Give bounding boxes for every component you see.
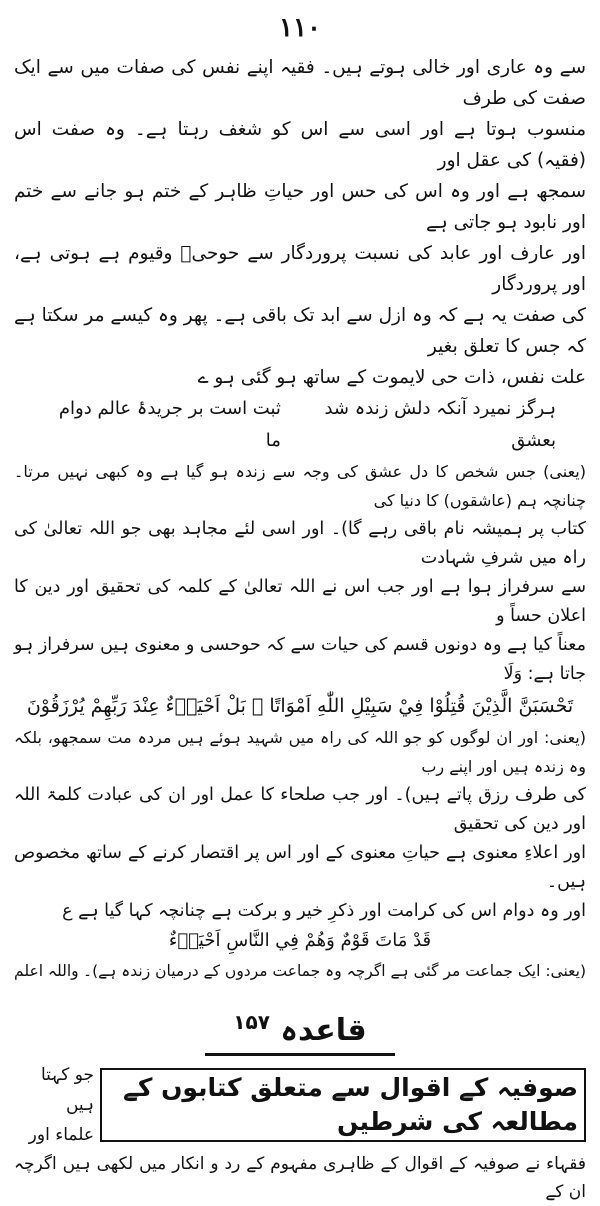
rule-underline [205,1053,395,1056]
text-line: (یعنی) جس شخص کا دل عشق کی وجہ سے زندہ ہو گیا ہے وہ کبھی نہیں مرتا۔ چنانچہ ہم (عاشقوں) کا دنیا کی [14,462,586,510]
verse-hemistich-right: ہرگز نمیرد آنکہ دلش زندہ شد بعشق [324,398,556,451]
text-line: اور عارف اور عابد کی نسبت پروردگار سے حوحیؔ وقیوم ہے ہوتی ہے، اور پروردگار [14,243,586,295]
text-line: اور وہ دوام اس کی کرامت اور ذکرِ خیر و برکت ہے چنانچہ کہا گیا ہے ع [62,901,586,921]
rule-number: ۱۵۷ [233,1010,270,1034]
text-line: سے سرفراز ہوا ہے اور جب اس نے اللہ تعالیٰ کے کلمہ کی تحقیق اور دین کا اعلان حساً و [14,577,586,626]
arabic-line: قَدْ مَاتَ قَوْمٌ وَهُمْ فِي النَّاسِ اَحْيَاۗءٌ [168,930,432,951]
persian-verse [14,393,586,457]
text-line: اور اعلاءِ معنوی ہے حیاتِ معنوی کے اور اس پر اقتصار کرنے کے ساتھ مخصوص ہیں۔ [14,843,586,892]
wallahu-alam: واللہ اعلم [14,962,79,980]
section-title: صوفیہ کے اقوال سے متعلق کتابوں کے مطالعہ کی شرطیں [123,1073,578,1136]
section-title-box [100,1068,586,1142]
quran-verse: تَحْسَبَنَّ الَّذِيْنَ قُتِلُوْا فِيْ سَبِيْلِ اللّٰهِ اَمْوَاتًا ۭ بَلْ اَحْيَاۗءٌ عِنْدَ رَبِّهِمْ يُرْزَقُوْنَ [26,695,574,717]
text-line: کتاب پر ہمیشہ نام باقی رہے گا)۔ اور اسی لئے مجاہد بھی جو اللہ تعالیٰ کی راہ میں شرفِ شہادت [14,519,586,568]
rule-heading [14,1000,586,1053]
rule-heading-text: قاعدہ [280,1013,367,1048]
text-line: کی طرف رزق پاتے ہیں)۔ اور جب صلحاء کا عمل اور ان کی عبادت کلمۃ اللہ اور دین کی تحقیق [14,785,586,834]
paragraph-3 [14,723,586,926]
text-line: منسوب ہوتا ہے اور اسی سے اس کو شغف رہتا ہے۔ وہ صفت اس (فقیہ) کی عقل اور [14,119,586,171]
side-text-line: جو کہتا ہیں [40,1065,94,1115]
text-line: علت نفس، ذات حی لایموت کے ساتھ ہو گئی ہو ے [197,367,586,388]
text-line: معناً کیا ہے وہ دونوں قسم کی حیات سے کہ حوحسی و معنوی ہیں سرفراز ہو جاتا ہے: وَلَا [14,635,586,684]
verse-hemistich-left: ثبت است بر جریدۂ عالم دوام ما [58,398,281,451]
paragraph-2 [14,457,586,689]
text-line: سے وہ عاری اور خالی ہوتے ہیں۔ فقیہ اپنے نفس کی صفات میں سے ایک صفت کی طرف [14,57,586,109]
text-line: کی صفت یہ ہے کہ وہ ازل سے ابد تک باقی ہے۔ پھر وہ کیسے مر سکتا ہے کہ جس کا تعلق بغیر [14,305,586,357]
side-text [14,1065,100,1145]
last-line: فقہاء نے صوفیہ کے اقوال کے ظاہری مفہوم کے رد و انکار میں لکھی ہیں اگرچہ ان کے [14,1154,586,1202]
section-title-row [14,1065,586,1145]
translation-line-row [14,956,586,986]
translation-line: (یعنی: ایک جماعت مر گئی ہے اگرچہ وہ جماعت مردوں کے درمیان زندہ ہے)۔ [82,962,586,980]
page-number: ۱۱۰ [279,13,321,43]
text-line: سمجھ ہے اور وہ اس کی حس اور حیاتِ ظاہر کے ختم ہو جانے سے ختم اور نابود ہو جاتی ہے [14,181,586,233]
text-line: (یعنی: اور ان لوگوں کو جو اللہ کی راہ میں شہید ہوئے ہیں مردہ مت سمجھو، بلکہ وہ زندہ ہیں اور اپنے رب [14,728,586,776]
side-text-line: علماء اور [28,1125,94,1145]
paragraph-1 [14,52,586,393]
